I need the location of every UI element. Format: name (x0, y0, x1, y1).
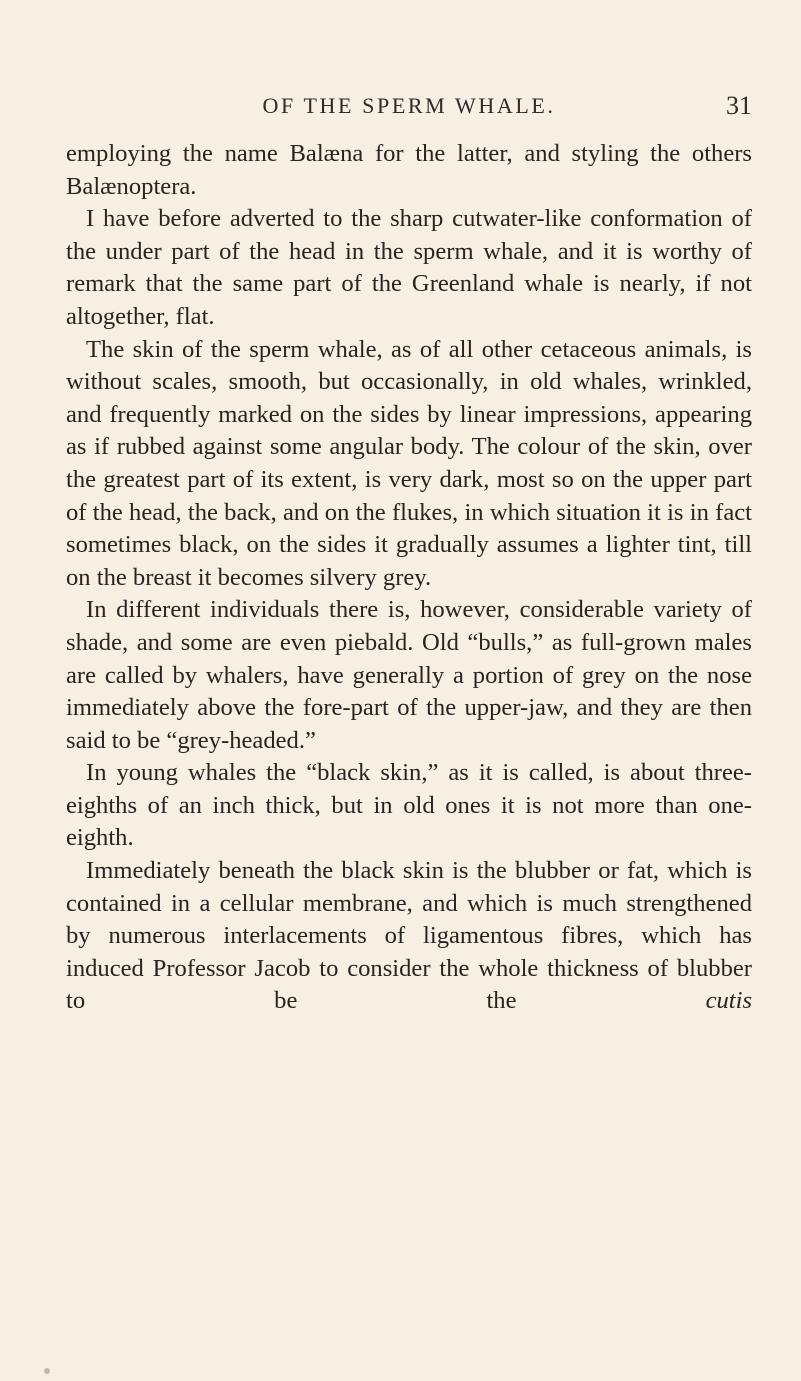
paragraph-2-text: I have before adverted to the sharp cutwater-like conformation of the under part of the head in the sperm whale, and it is worthy of remark that the same part of the Greenland whale is nearly, if not altogether, flat. (66, 205, 752, 330)
running-head (66, 86, 752, 126)
paragraph-4-text: In different individuals there is, however, considerable variety of shade, and some are even piebald. Old “bulls,” as full-grown males are called by whalers, have generally a portion of grey on the nose immediately above the fore-part of the upper-jaw, and they are then said to be “grey-headed.” (66, 596, 752, 754)
paragraph-3 (66, 334, 752, 595)
page-number: 31 (726, 91, 752, 120)
body-text (66, 138, 752, 1018)
page-speck (44, 1368, 50, 1374)
running-title: OF THE SPERM WHALE. (262, 93, 556, 118)
paragraph-6-text: Immediately beneath the black skin is the blubber or fat, which is contained in a cellular membrane, and which is much strengthened by numerous interlacements of ligamentous fibres, which has induced Professor Jacob to consider the whole thickness of blubber to be the (66, 857, 752, 1015)
paragraph-4 (66, 594, 752, 757)
paragraph-2 (66, 203, 752, 333)
paragraph-5 (66, 757, 752, 855)
paragraph-5-text: In young whales the “black skin,” as it is called, is about three-eighths of an inch thick, but in old ones it is not more than one-eighth. (66, 759, 752, 852)
paragraph-1-text: employing the name Balæna for the latter, and styling the others Balænoptera. (66, 140, 752, 200)
paragraph-1 (66, 138, 752, 203)
italic-word-cutis: cutis (705, 987, 753, 1015)
paragraph-6 (66, 855, 752, 1018)
paragraph-3-text: The skin of the sperm whale, as of all other cetaceous animals, is without scales, smooth, but occasionally, in old whales, wrinkled, and frequently marked on the sides by linear impressions, appearing as if rubbed against some angular body. The colour of the skin, over the greatest part of its extent, is very dark, most so on the upper part of the head, the back, and on the flukes, in which situation it is in fact sometimes black, on the sides it gradually assumes a lighter tint, till on the breast it becomes silvery grey. (66, 335, 752, 591)
